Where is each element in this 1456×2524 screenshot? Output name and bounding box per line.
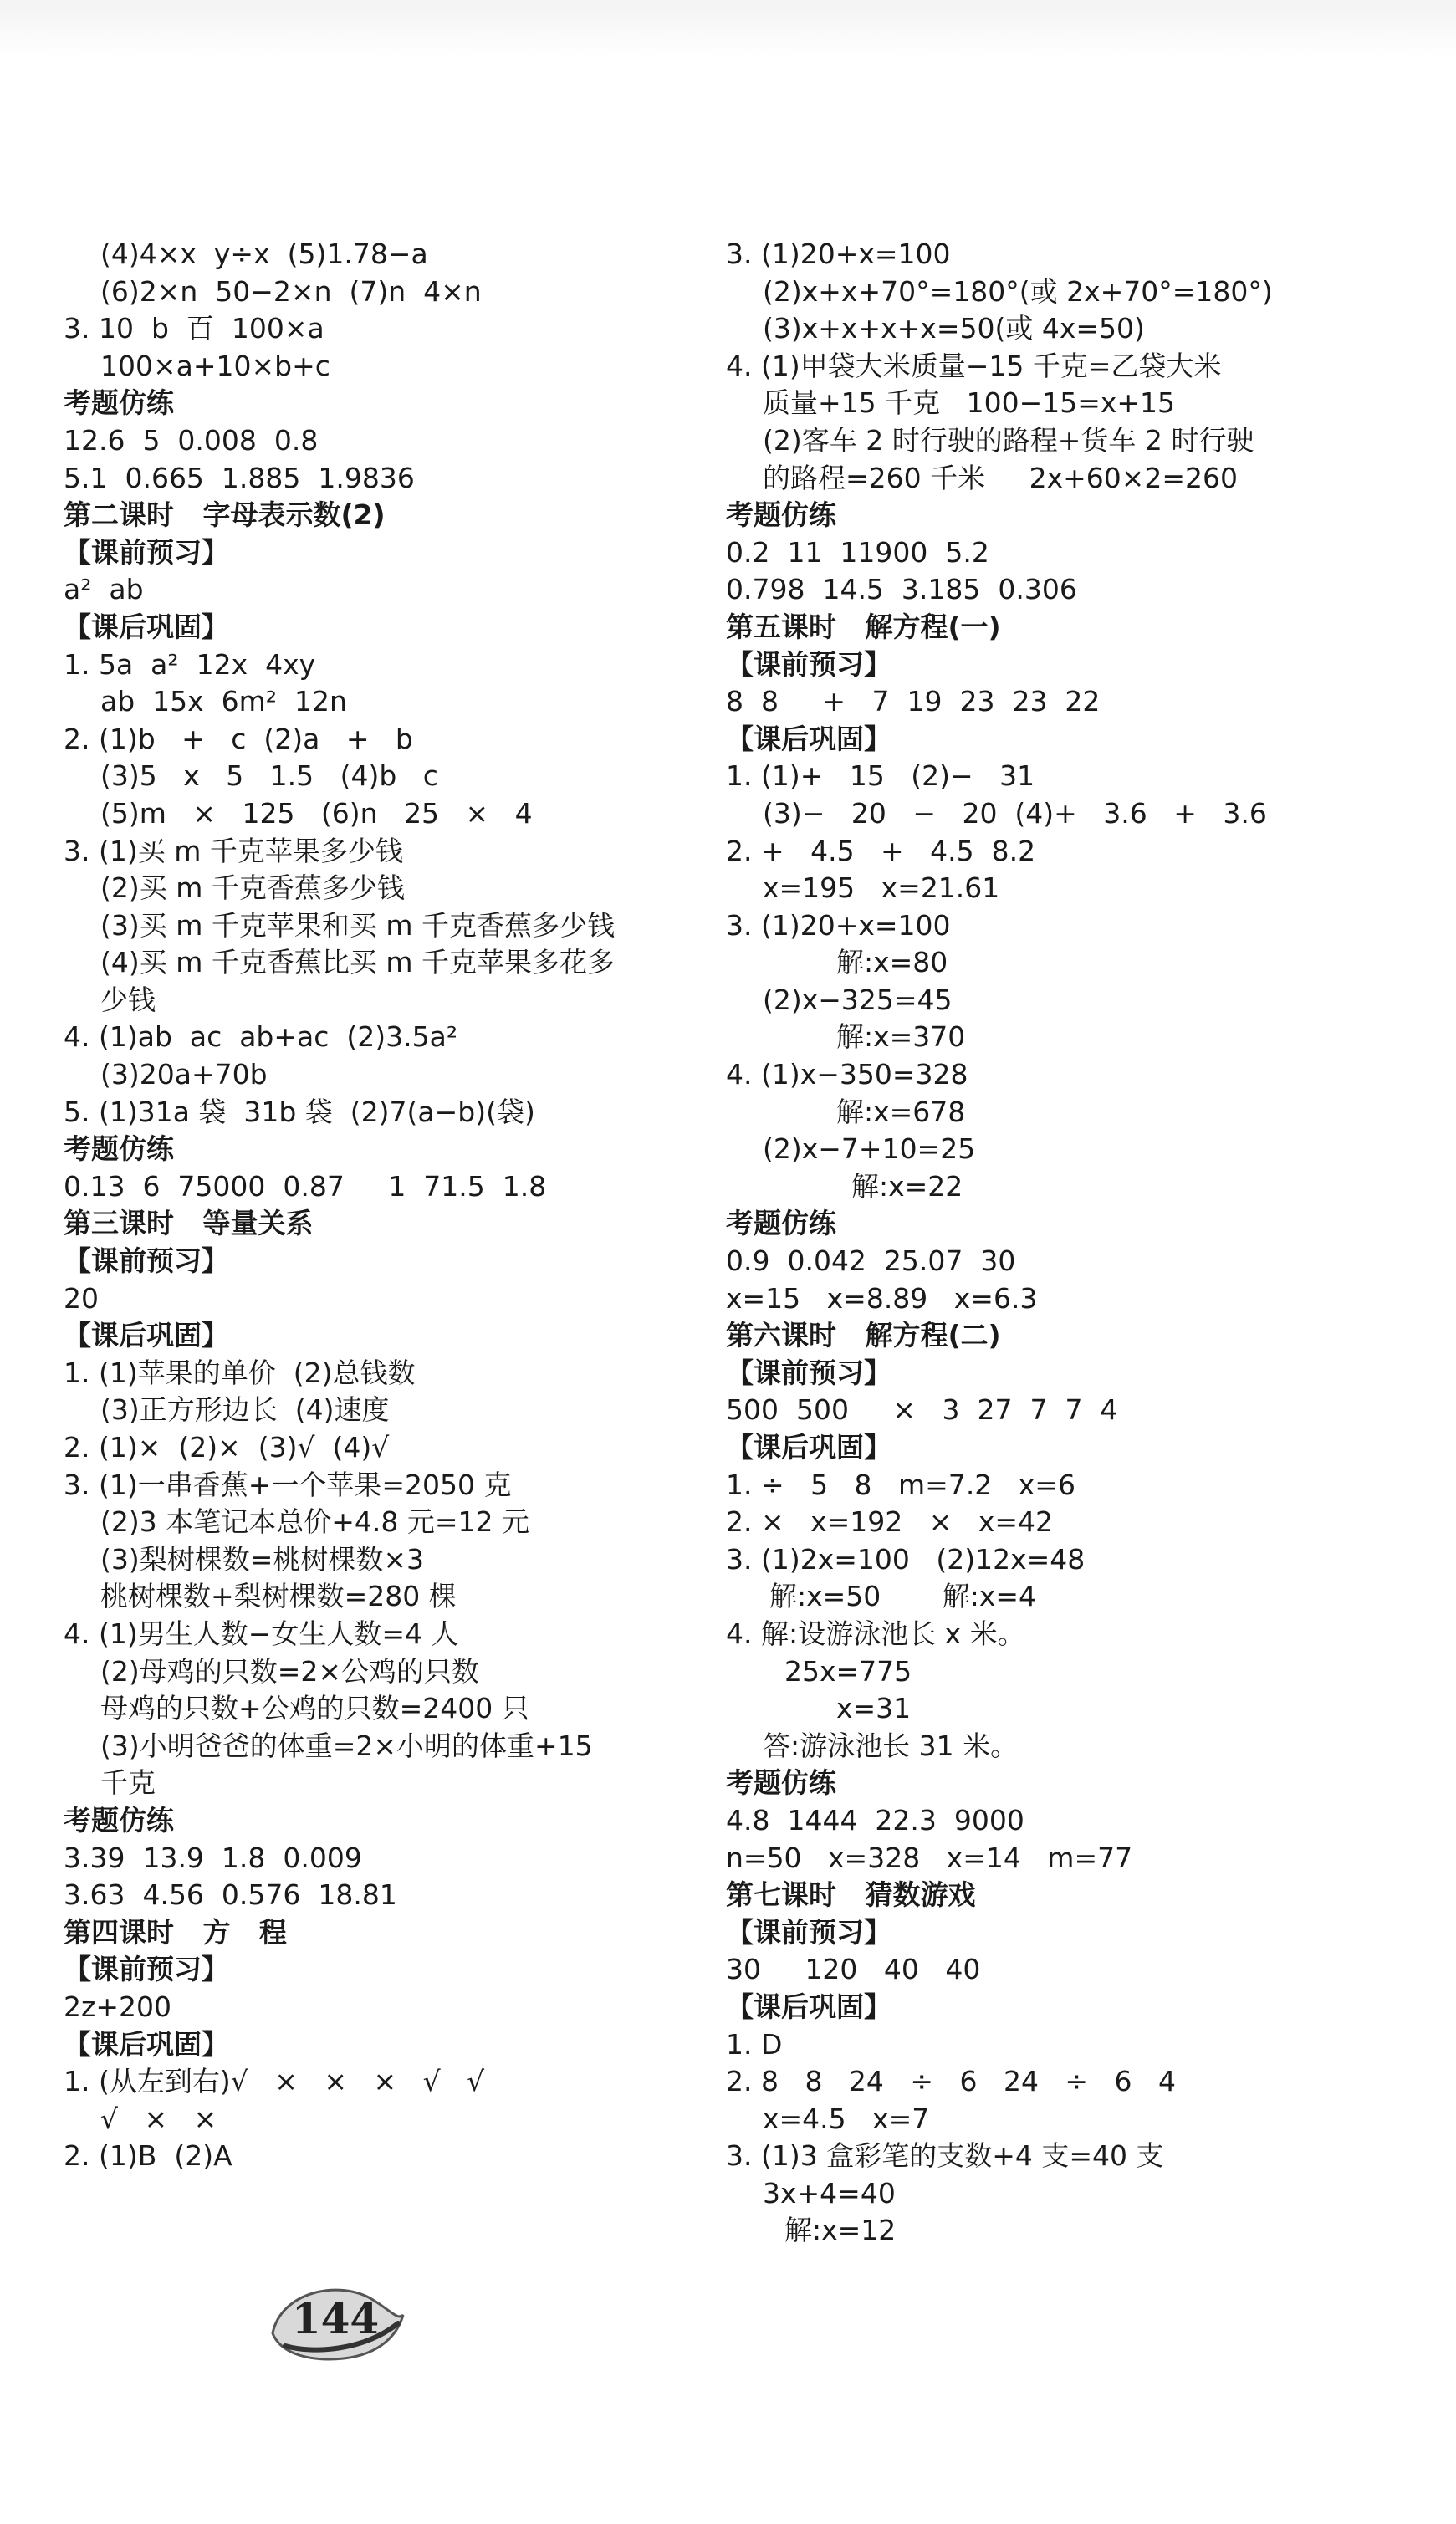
left-answer-line: 0.13 6 75000 0.87 1 71.5 1.8 <box>64 1169 547 1203</box>
section-heading: 考题仿练 <box>726 1766 836 1800</box>
left-answer-line: (5)m × 125 (6)n 25 × 4 <box>100 796 533 830</box>
right-answer-line: 8 8 + 7 19 23 23 22 <box>726 685 1101 718</box>
right-answer-line: n=50 x=328 x=14 m=77 <box>726 1841 1133 1874</box>
left-answer-line: 20 <box>64 1281 99 1315</box>
left-answer-line: (3)5 x 5 1.5 (4)b c <box>100 759 438 793</box>
left-answer-line: 2z+200 <box>64 1990 171 2023</box>
right-answer-line: 30 120 40 40 <box>726 1953 981 1986</box>
left-answer-line: (3)20a+70b <box>100 1058 268 1091</box>
left-answer-line: 4. (1)男生人数−女生人数=4 人 <box>64 1617 459 1650</box>
left-answer-line: a² ab <box>64 573 144 606</box>
left-answer-line: 5. (1)31a 袋 31b 袋 (2)7(a−b)(袋) <box>64 1095 535 1128</box>
right-answer-line: 解:x=370 <box>836 1020 966 1054</box>
section-heading: 【课前预习】 <box>64 1244 229 1278</box>
page-number-badge <box>264 2275 406 2367</box>
left-answer-line: (6)2×n 50−2×n (7)n 4×n <box>100 274 482 308</box>
left-answer-line: 少钱 <box>100 983 156 1016</box>
left-answer-line: ab 15x 6m² 12n <box>100 685 347 718</box>
left-answer-line: 5.1 0.665 1.885 1.9836 <box>64 461 415 494</box>
right-answer-line: 质量+15 千克 100−15=x+15 <box>763 386 1176 420</box>
right-answer-line: 500 500 × 3 27 7 7 4 <box>726 1393 1118 1427</box>
left-answer-line: 4. (1)ab ac ab+ac (2)3.5a² <box>64 1020 458 1054</box>
section-title: 第二课时 字母表示数(2) <box>64 498 386 532</box>
page-number: 144 <box>291 2294 380 2343</box>
section-heading: 【课前预习】 <box>726 1915 891 1949</box>
left-answer-line: (2)3 本笔记本总价+4.8 元=12 元 <box>100 1505 529 1539</box>
left-column <box>64 236 699 2175</box>
left-answer-line: 2. (1)B (2)A <box>64 2139 232 2173</box>
right-column <box>726 236 1361 2250</box>
left-answer-line: 3.63 4.56 0.576 18.81 <box>64 1878 397 1912</box>
section-heading: 【课前预习】 <box>726 1356 891 1389</box>
left-answer-line: (4)买 m 千克香蕉比买 m 千克苹果多花多 <box>100 946 615 979</box>
section-heading: 【课后巩固】 <box>726 722 891 755</box>
right-answer-line: 解:x=80 <box>836 946 948 979</box>
left-answer-line: 3. (1)买 m 千克苹果多少钱 <box>64 834 403 867</box>
right-answer-line: x=31 <box>836 1692 912 1725</box>
left-answer-line: 100×a+10×b+c <box>100 349 330 382</box>
section-title: 第四课时 方 程 <box>64 1915 287 1949</box>
right-answer-line: (2)x+x+70°=180°(或 2x+70°=180°) <box>763 274 1273 308</box>
left-answer-line: 千克 <box>100 1766 156 1800</box>
left-answer-line: 12.6 5 0.008 0.8 <box>64 423 319 457</box>
right-answer-line: 解:x=22 <box>851 1169 963 1203</box>
section-title: 第六课时 解方程(二) <box>726 1319 1001 1352</box>
section-heading: 【课前预习】 <box>726 647 891 681</box>
right-answer-line: (2)客车 2 时行驶的路程+货车 2 时行驶 <box>763 423 1254 457</box>
left-answer-line: (4)4×x y÷x (5)1.78−a <box>100 238 428 270</box>
right-answer-line: 解:x=12 <box>784 2214 897 2247</box>
left-answer-line: √ × × <box>100 2102 217 2135</box>
right-answer-line: 3. (1)2x=100 (2)12x=48 <box>726 1542 1086 1576</box>
right-answer-line: 3. (1)3 盒彩笔的支数+4 支=40 支 <box>726 2139 1164 2173</box>
section-title: 第三课时 等量关系 <box>64 1207 314 1240</box>
section-heading: 【课后巩固】 <box>726 1431 891 1464</box>
right-answer-line: 解:x=50 解:x=4 <box>769 1580 1037 1613</box>
right-answer-line: 答:游泳池长 31 米。 <box>763 1729 1019 1762</box>
section-title: 第五课时 解方程(一) <box>726 610 1001 643</box>
section-heading: 【课前预习】 <box>64 535 229 569</box>
section-heading: 考题仿练 <box>64 1803 174 1837</box>
right-answer-line: 1. D <box>726 2027 783 2061</box>
right-answer-line: 0.9 0.042 25.07 30 <box>726 1244 1016 1278</box>
left-answer-line: (3)小明爸爸的体重=2×小明的体重+15 <box>100 1729 593 1762</box>
right-answer-line: 4. 解:设游泳池长 x 米。 <box>726 1617 1025 1650</box>
right-answer-line: 0.798 14.5 3.185 0.306 <box>726 573 1077 606</box>
section-heading: 【课后巩固】 <box>726 1990 891 2023</box>
left-answer-line: (3)梨树棵数=桃树棵数×3 <box>100 1542 425 1576</box>
right-answer-line: 2. 8 8 24 ÷ 6 24 ÷ 6 4 <box>726 2065 1176 2098</box>
left-answer-line: 1. 5a a² 12x 4xy <box>64 647 316 681</box>
right-answer-line: 0.2 11 11900 5.2 <box>726 535 989 569</box>
left-answer-line: 桃树棵数+梨树棵数=280 棵 <box>100 1580 457 1613</box>
right-answer-line: 4.8 1444 22.3 9000 <box>726 1803 1024 1837</box>
left-answer-line: 3. 10 b 百 100×a <box>64 312 324 345</box>
section-heading: 考题仿练 <box>726 498 836 532</box>
right-answer-line: 4. (1)x−350=328 <box>726 1058 968 1091</box>
left-answer-line: 母鸡的只数+公鸡的只数=2400 只 <box>100 1692 529 1725</box>
right-answer-line: 的路程=260 千米 2x+60×2=260 <box>763 461 1239 494</box>
right-answer-line: (3)x+x+x+x=50(或 4x=50) <box>763 312 1145 345</box>
left-answer-line: 3. (1)一串香蕉+一个苹果=2050 克 <box>64 1468 512 1501</box>
left-answer-line: 1. (从左到右)√ × × × √ √ <box>64 2065 485 2098</box>
section-heading: 考题仿练 <box>64 1132 174 1166</box>
right-answer-line: x=15 x=8.89 x=6.3 <box>726 1281 1038 1315</box>
section-heading: 【课后巩固】 <box>64 610 229 643</box>
right-answer-line: 3x+4=40 <box>763 2176 896 2210</box>
left-answer-line: (2)母鸡的只数=2×公鸡的只数 <box>100 1654 480 1688</box>
left-answer-line: 2. (1)× (2)× (3)√ (4)√ <box>64 1431 390 1464</box>
right-answer-line: 1. ÷ 5 8 m=7.2 x=6 <box>726 1468 1075 1501</box>
right-answer-line: 25x=775 <box>784 1654 912 1688</box>
right-answer-line: (2)x−325=45 <box>763 983 953 1016</box>
section-heading: 考题仿练 <box>726 1207 836 1240</box>
section-title: 第七课时 猜数游戏 <box>726 1878 976 1912</box>
right-answer-line: (3)− 20 − 20 (4)+ 3.6 + 3.6 <box>763 796 1267 830</box>
left-answer-line: (3)买 m 千克苹果和买 m 千克香蕉多少钱 <box>100 908 615 942</box>
page-top-edge <box>0 0 1456 59</box>
section-heading: 【课后巩固】 <box>64 2027 229 2061</box>
left-answer-line: 3.39 13.9 1.8 0.009 <box>64 1841 362 1874</box>
left-answer-line: 2. (1)b + c (2)a + b <box>64 722 413 755</box>
right-answer-line: (2)x−7+10=25 <box>763 1132 976 1166</box>
right-answer-line: 3. (1)20+x=100 <box>726 238 951 270</box>
right-answer-line: 2. × x=192 × x=42 <box>726 1505 1054 1539</box>
section-heading: 【课后巩固】 <box>64 1319 229 1352</box>
right-answer-line: 2. + 4.5 + 4.5 8.2 <box>726 834 1036 867</box>
right-answer-line: 4. (1)甲袋大米质量−15 千克=乙袋大米 <box>726 349 1222 382</box>
left-answer-line: (3)正方形边长 (4)速度 <box>100 1393 390 1427</box>
section-heading: 【课前预习】 <box>64 1953 229 1986</box>
left-answer-line: (2)买 m 千克香蕉多少钱 <box>100 871 405 905</box>
section-heading: 考题仿练 <box>64 386 174 420</box>
right-answer-line: 1. (1)+ 15 (2)− 31 <box>726 759 1035 793</box>
right-answer-line: 3. (1)20+x=100 <box>726 908 951 942</box>
right-answer-line: 解:x=678 <box>836 1095 966 1128</box>
left-answer-line: 1. (1)苹果的单价 (2)总钱数 <box>64 1356 416 1389</box>
right-answer-line: x=195 x=21.61 <box>763 871 1000 905</box>
right-answer-line: x=4.5 x=7 <box>763 2102 930 2135</box>
